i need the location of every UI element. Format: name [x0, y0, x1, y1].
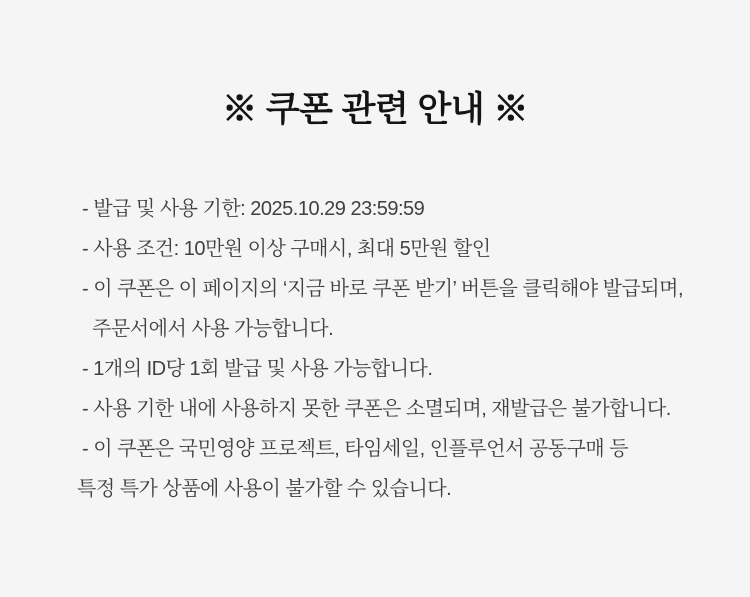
notice-list [77, 189, 710, 509]
notice-line-issue-method-continued: 주문서에서 사용 가능합니다. [77, 318, 334, 340]
notice-line-usage-condition: - 사용 조건: 10만원 이상 구매시, 최대 5만원 할인 [77, 238, 491, 260]
notice-line-expiration: - 사용 기한 내에 사용하지 못한 쿠폰은 소멸되며, 재발급은 불가합니다. [77, 398, 671, 420]
notice-line-exclusions-continued: 특정 특가 상품에 사용이 불가할 수 있습니다. [77, 478, 452, 500]
notice-line-exclusions: - 이 쿠폰은 국민영양 프로젝트, 타임세일, 인플루언서 공동구매 등 [77, 438, 629, 460]
notice-line-per-id-limit: - 1개의 ID당 1회 발급 및 사용 가능합니다. [77, 358, 433, 380]
notice-line-issue-method: - 이 쿠폰은 이 페이지의 ‘지금 바로 쿠폰 받기’ 버튼을 클릭해야 발급되며, [77, 278, 684, 300]
notice-line-issue-deadline: - 발급 및 사용 기한: 2025.10.29 23:59:59 [77, 198, 425, 220]
page-title: ※ 쿠폰 관련 안내 ※ [222, 90, 528, 129]
